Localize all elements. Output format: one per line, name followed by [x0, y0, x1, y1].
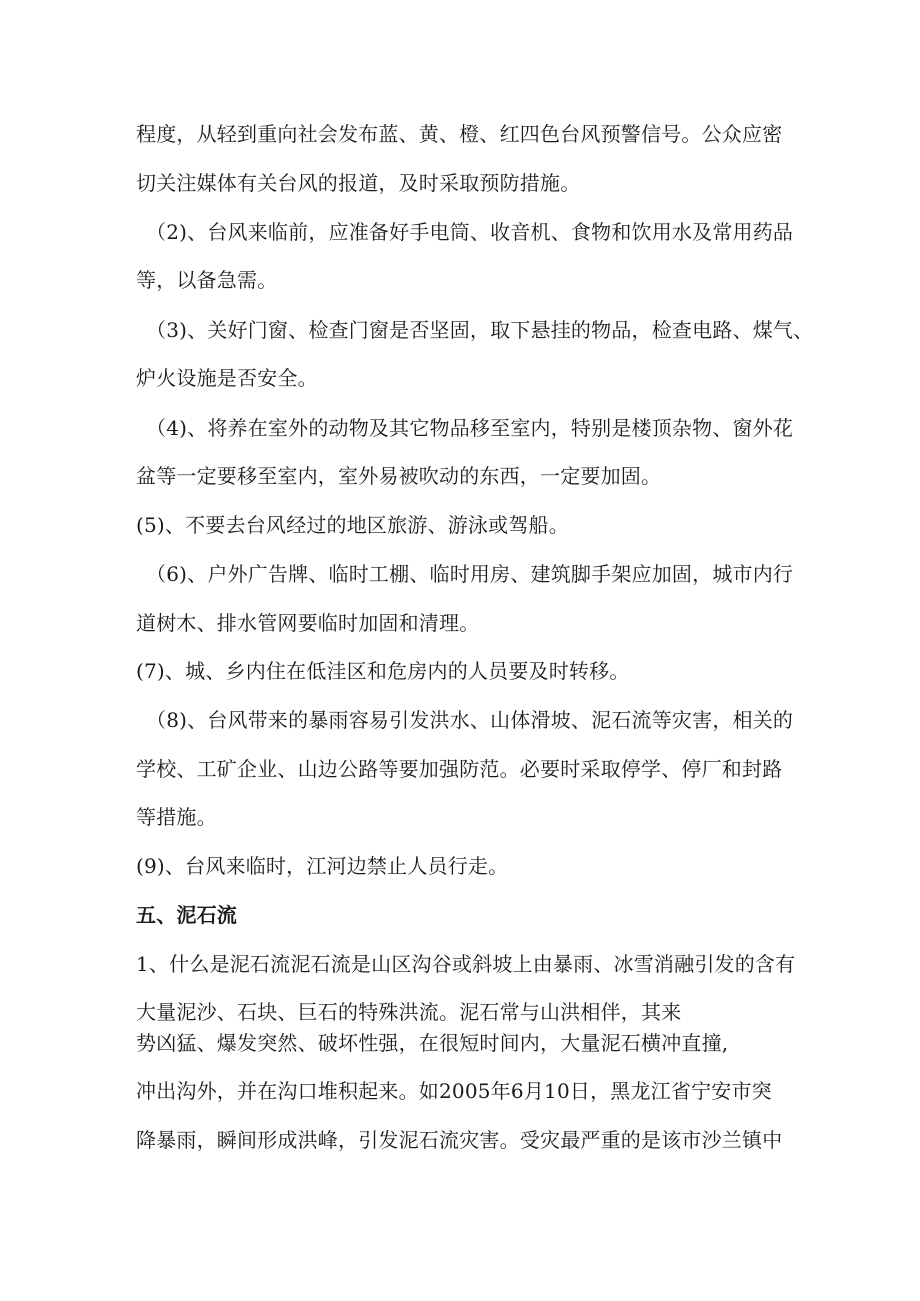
body-text-line: 切关注媒体有关台风的报道，及时采取预防措施。 [136, 171, 581, 195]
body-text-line: 势凶猛、爆发突然、破坏性强，在很短时间内，大量泥石横冲直撞, [136, 1031, 729, 1055]
list-item-8: （8)、台风带来的暴雨容易引发洪水、山体滑坡、泥石流等灾害，相关的 [146, 708, 794, 732]
list-item-3: （3)、关好门窗、检查门窗是否坚固，取下悬挂的物品，检查电路、煤气、 [146, 318, 814, 342]
body-text-line: 盆等一定要移至室内，室外易被吹动的东西，一定要加固。 [136, 464, 662, 488]
body-text-line: 等措施。 [136, 805, 217, 829]
list-item-6: （6)、户外广告牌、临时工棚、临时用房、建筑脚手架应加固，城市内行 [146, 562, 794, 586]
body-text-line: 降暴雨，瞬间形成洪峰，引发泥石流灾害。受灾最严重的是该市沙兰镇中 [136, 1128, 783, 1152]
body-text-line: 大量泥沙、石块、巨石的特殊洪流。泥石常与山洪相伴，其来 [136, 1000, 682, 1024]
body-text-line: 冲出沟外，并在沟口堆积起来。如2005年6月10日，黑龙江省宁安市突 [136, 1079, 772, 1103]
list-item-5: (5)、不要去台风经过的地区旅游、游泳或驾船。 [136, 513, 569, 537]
body-text-line: 学校、工矿企业、山边公路等要加强防范。必要时采取停学、停厂和封路 [136, 757, 783, 781]
section-heading: 五、泥石流 [136, 903, 237, 927]
list-item-7: (7)、城、乡内住在低洼区和危房内的人员要及时转移。 [136, 659, 630, 683]
body-text-line: 等，以备急需。 [136, 268, 278, 292]
list-item-2: （2)、台风来临前，应准备好手电筒、收音机、食物和饮用水及常用药品 [146, 220, 794, 244]
list-item-4: （4)、将养在室外的动物及其它物品移至室内，特别是楼顶杂物、窗外花 [146, 416, 794, 440]
body-text-line: 程度，从轻到重向社会发布蓝、黄、橙、红四色台风预警信号。公众应密 [136, 122, 783, 146]
body-text-line: 1、什么是泥石流泥石流是山区沟谷或斜坡上由暴雨、冰雪消融引发的含有 [136, 952, 796, 976]
body-text-line: 道树木、排水管网要临时加固和清理。 [136, 611, 480, 635]
body-text-line: 炉火设施是否安全。 [136, 366, 318, 390]
list-item-9: (9)、台风来临时，江河边禁止人员行走。 [136, 854, 509, 878]
